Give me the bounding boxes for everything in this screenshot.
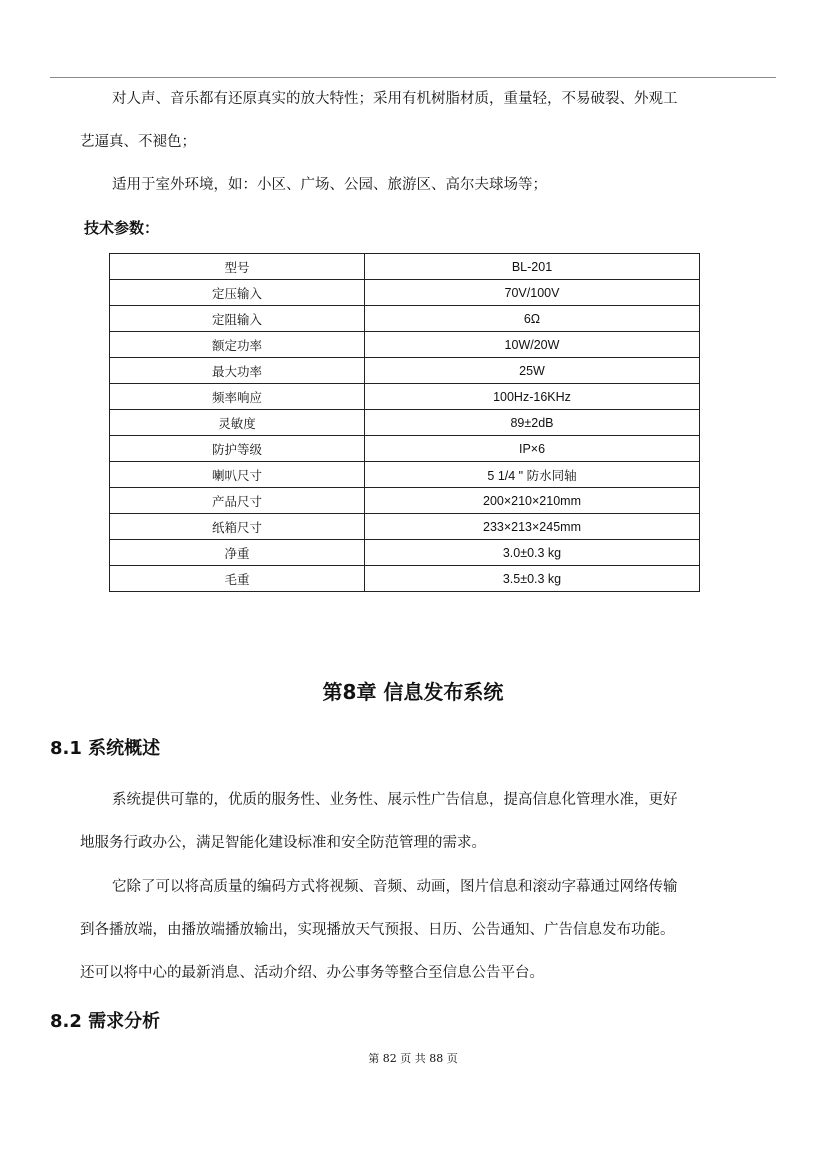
spec-key-cell: 型号 [110,254,365,280]
spec-table-row [110,384,700,410]
spec-value-cell: 10W/20W [365,332,700,358]
spec-table-row [110,462,700,488]
spec-table-row [110,306,700,332]
intro-paragraph-line-3: 适用于室外环境，如：小区、广场、公园、旅游区、高尔夫球场等； [112,177,547,193]
spec-key-cell: 产品尺寸 [110,488,365,514]
spec-table-row [110,280,700,306]
spec-value-cell: 3.0±0.3 kg [365,540,700,566]
spec-table-row [110,514,700,540]
section-8-1-p1-line-1: 系统提供可靠的，优质的服务性、业务性、展示性广告信息，提高信息化管理水准，更好 [112,792,678,808]
spec-table-row [110,332,700,358]
section-title-8-1: 8.1 系统概述 [50,738,161,759]
spec-value-cell: 6Ω [365,306,700,332]
spec-key-cell: 纸箱尺寸 [110,514,365,540]
spec-table [109,253,700,592]
spec-table-row [110,254,700,280]
spec-key-cell: 定阻输入 [110,306,365,332]
spec-key-cell: 频率响应 [110,384,365,410]
spec-table-row [110,566,700,592]
intro-paragraph-line-1: 对人声、音乐都有还原真实的放大特性；采用有机树脂材质，重量轻，不易破裂、外观工 [112,91,678,107]
spec-table-row [110,410,700,436]
spec-value-cell: 89±2dB [365,410,700,436]
section-title-8-2: 8.2 需求分析 [50,1011,161,1032]
spec-heading: 技术参数： [84,219,160,237]
spec-value-cell: 25W [365,358,700,384]
section-8-1-p2-line-2: 到各播放端，由播放端播放输出，实现播放天气预报、日历、公告通知、广告信息发布功能。 [80,922,675,938]
section-8-1-p1-line-2: 地服务行政办公，满足智能化建设标准和安全防范管理的需求。 [80,835,486,851]
spec-value-cell: 233×213×245mm [365,514,700,540]
spec-key-cell: 毛重 [110,566,365,592]
spec-value-cell: IP×6 [365,436,700,462]
spec-key-cell: 喇叭尺寸 [110,462,365,488]
spec-key-cell: 额定功率 [110,332,365,358]
spec-table-row [110,488,700,514]
spec-value-cell: 70V/100V [365,280,700,306]
spec-value-cell: BL-201 [365,254,700,280]
spec-table-row [110,540,700,566]
spec-value-cell: 100Hz-16KHz [365,384,700,410]
spec-value-cell: 5 1/4 " 防水同轴 [365,462,700,488]
spec-table-row [110,436,700,462]
section-8-1-p2-line-1: 它除了可以将高质量的编码方式将视频、音频、动画，图片信息和滚动字幕通过网络传输 [112,879,678,895]
spec-key-cell: 定压输入 [110,280,365,306]
spec-value-cell: 200×210×210mm [365,488,700,514]
section-8-1-p2-line-3: 还可以将中心的最新消息、活动介绍、办公事务等整合至信息公告平台。 [80,965,544,981]
chapter-title: 第8章 信息发布系统 [322,680,504,704]
spec-key-cell: 防护等级 [110,436,365,462]
intro-paragraph-line-2: 艺逼真、不褪色； [80,134,196,150]
spec-key-cell: 净重 [110,540,365,566]
spec-key-cell: 灵敏度 [110,410,365,436]
spec-table-row [110,358,700,384]
spec-value-cell: 3.5±0.3 kg [365,566,700,592]
page-footer: 第 82 页 共 88 页 [368,1052,458,1065]
spec-key-cell: 最大功率 [110,358,365,384]
